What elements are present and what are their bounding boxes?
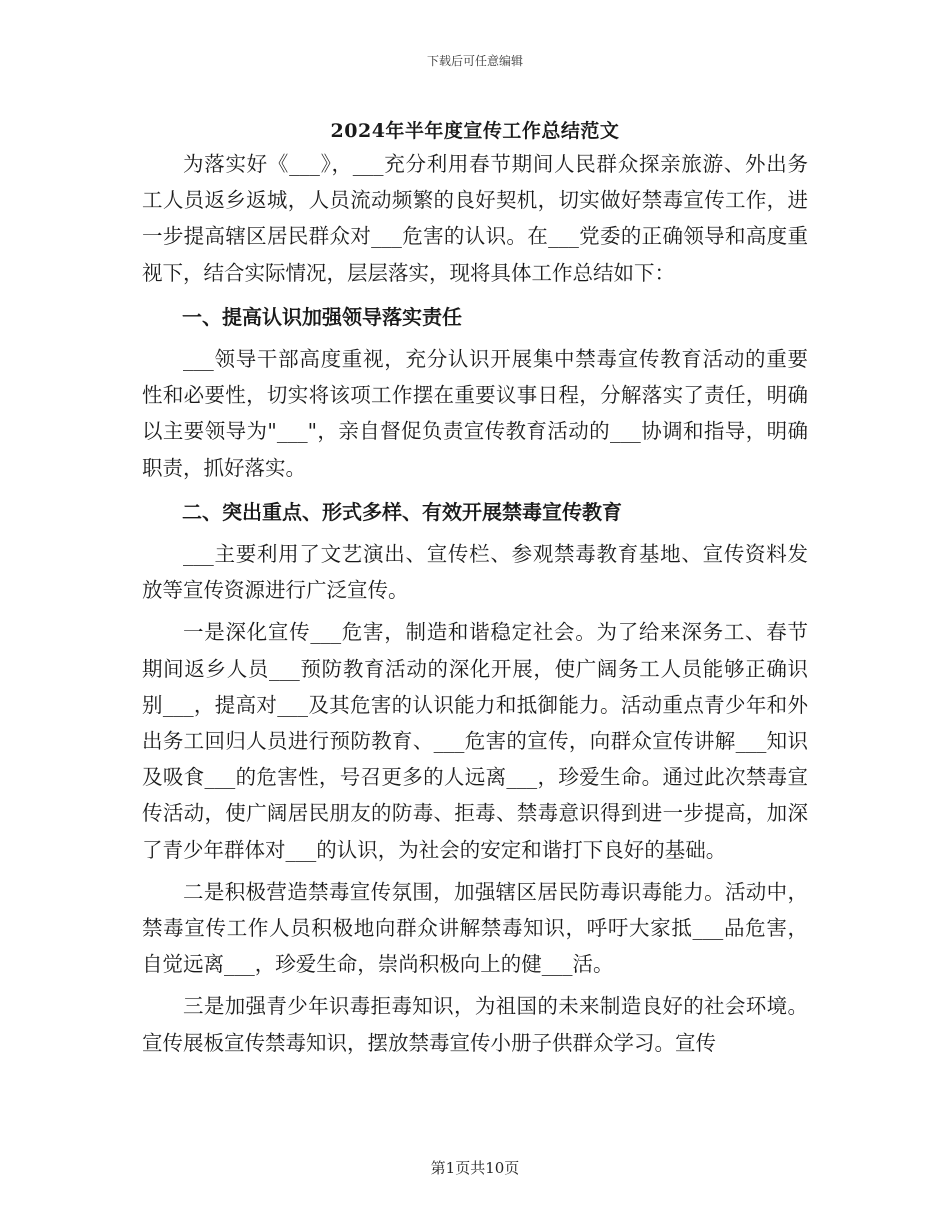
section-2-paragraph-3: 二是积极营造禁毒宣传氛围，加强辖区居民防毒识毒能力。活动中，禁毒宣传工作人员积极地向群众讲解禁毒知识，呼吁大家抵___品危害，自觉远离___，珍爱生命，崇尚积极向上的健___活。 (142, 879, 808, 977)
document-title: 2024年半年度宣传工作总结范文 (330, 120, 620, 142)
header-note: 下载后可任意编辑 (426, 54, 523, 68)
section-2-heading: 二、突出重点、形式多样、有效开展禁毒宣传教育 (182, 499, 622, 524)
page-footer: 第1页共10页 (430, 1159, 520, 1177)
intro-paragraph: 为落实好《___》，___充分利用春节期间人民群众探亲旅游、外出务工人员返乡返城，人员流动频繁的良好契机，切实做好禁毒宣传工作，进一步提高辖区居民群众对___危害的认识。在___党委的正确领导和高度重视下，结合实际情况，层层落实，现将具体工作总结如下： (142, 152, 808, 285)
document-body (142, 146, 808, 1061)
section-2-paragraph-4: 三是加强青少年识毒拒毒知识，为祖国的未来制造良好的社会环境。宣传展板宣传禁毒知识，摆放禁毒宣传小册子供群众学习。宣传 (142, 994, 808, 1055)
section-1-paragraph: ___领导干部高度重视，充分认识开展集中禁毒宣传教育活动的重要性和必要性，切实将该项工作摆在重要议事日程，分解落实了责任，明确以主要领导为"___"，亲自督促负责宣传教育活动的___协调和指导，明确职责，抓好落实。 (142, 347, 808, 480)
section-1-heading: 一、提高认识加强领导落实责任 (182, 304, 462, 329)
section-2-paragraph-2: 一是深化宣传___危害，制造和谐稳定社会。为了给来深务工、春节期间返乡人员___预防教育活动的深化开展，使广阔务工人员能够正确识别___，提高对___及其危害的认识能力和抵御能力。活动重点青少年和外出务工回归人员进行预防教育、___危害的宣传，向群众宣传讲解___知识及吸食___的危害性，号召更多的人远离___，珍爱生命。通过此次禁毒宣传活动，使广阔居民朋友的防毒、拒毒、禁毒意识得到进一步提高，加深了青少年群体对___的认识，为社会的安定和谐打下良好的基础。 (142, 620, 808, 862)
section-2-paragraph-1: ___主要利用了文艺演出、宣传栏、参观禁毒教育基地、宣传资料发放等宣传资源进行广泛宣传。 (142, 542, 808, 603)
